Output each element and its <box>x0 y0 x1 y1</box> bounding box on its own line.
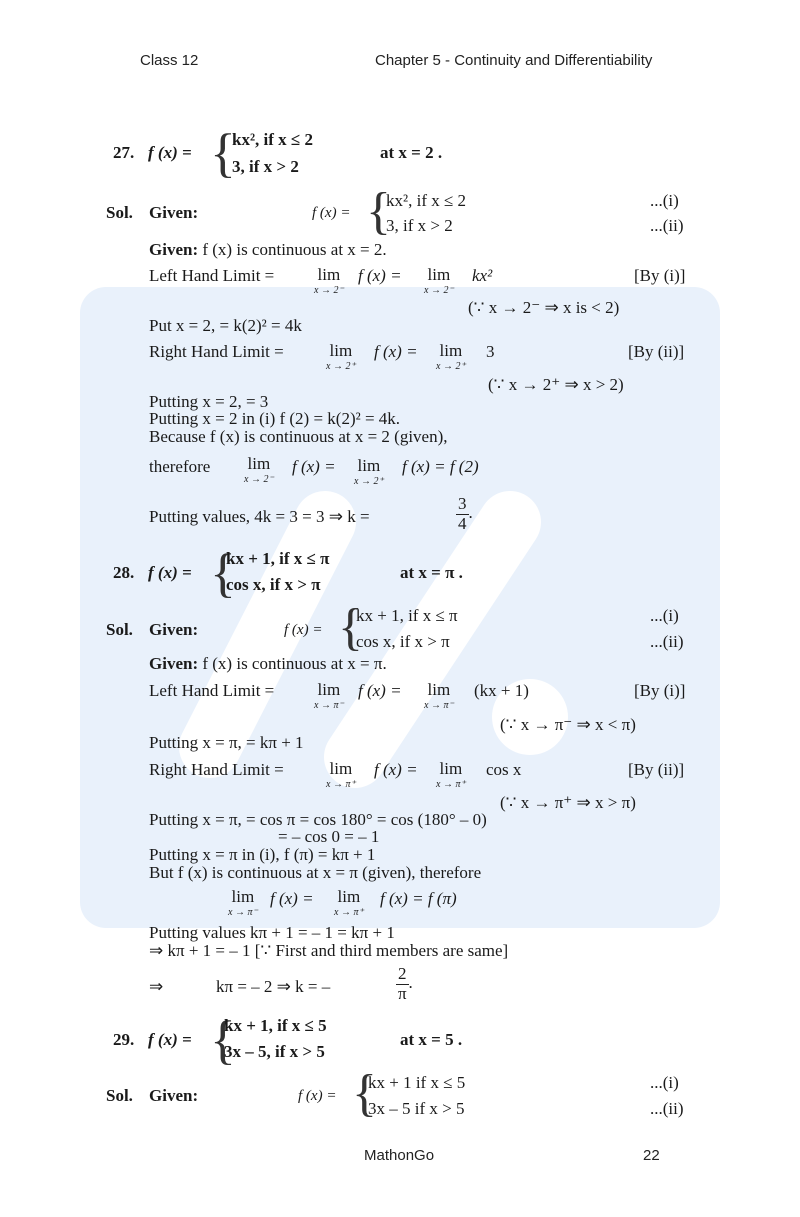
q29-at: at x = 5 . <box>400 1030 463 1049</box>
q27-lhl-note: (∵ x → 2⁻ ⇒ x is < 2) <box>468 298 620 317</box>
q28-put2a: Putting x = π, = cos π = cos 180° = cos (180° – 0) <box>149 810 487 829</box>
q28-rhl-rhs: cos x <box>486 760 522 779</box>
q28-rhl-mid: f (x) = <box>374 760 418 779</box>
q28-but: But f (x) is continuous at x = π (given), therefore <box>149 863 482 882</box>
q29-lhs: f (x) = <box>148 1030 192 1049</box>
q28-at: at x = π . <box>400 563 463 582</box>
q28-lhl-tag: [By (i)] <box>634 681 686 700</box>
q27-rhl-label: Right Hand Limit = <box>149 342 284 361</box>
q27-final-den: 4 <box>458 513 467 533</box>
q27-given-bold: Given: <box>149 240 199 259</box>
q27-lhl-mid: f (x) = <box>358 266 402 285</box>
q27-tag-ii: ...(ii) <box>650 216 684 235</box>
q28-lhl-lim2-sub: x → π⁻ <box>424 700 454 711</box>
q28-rhl-tag: [By (ii)] <box>628 760 685 779</box>
footer-page-number: 22 <box>643 1147 660 1164</box>
q29-brace-icon: { <box>210 1010 236 1070</box>
header-chapter-title: Chapter 5 - Continuity and Differentiability <box>375 52 653 69</box>
q29-sol-case1: kx + 1 if x ≤ 5 <box>368 1073 466 1092</box>
q28-case2: cos x, if x > π <box>226 575 321 594</box>
q27-final-pre: Putting values, 4k = 3 = 3 ⇒ k = <box>149 507 370 526</box>
q27-therefore: therefore <box>149 457 211 476</box>
q28-put1: Putting x = π, = kπ + 1 <box>149 733 304 752</box>
q27-th-lim2-sub: x → 2⁺ <box>354 476 384 487</box>
footer-brand: MathonGo <box>364 1147 435 1164</box>
q28-rhl-lim2-sub: x → π⁺ <box>436 779 466 790</box>
q28-lhl-lim1-sub: x → π⁻ <box>314 700 344 711</box>
q27-tag-i: ...(i) <box>650 191 679 210</box>
q27-at: at x = 2 . <box>380 143 443 162</box>
q28-sol-brace-icon: { <box>338 599 363 656</box>
q28-given-bold: Given: <box>149 654 199 673</box>
q29-sol-brace-icon: { <box>352 1065 377 1122</box>
q29-sol-label: Sol. <box>106 1086 133 1105</box>
q27-lhs: f (x) = <box>148 143 192 162</box>
q28-lhs: f (x) = <box>148 563 192 582</box>
q27-th-lim1-sub: x → 2⁻ <box>244 474 274 485</box>
q27-because: Because f (x) is continuous at x = 2 (given), <box>149 427 448 446</box>
q28-brace-icon: { <box>210 543 236 603</box>
q27-lhl-lim1-sub: x → 2⁻ <box>314 285 344 296</box>
q27-put1: Put x = 2, = k(2)² = 4k <box>149 316 302 335</box>
q28-given-label: Given: <box>149 620 199 639</box>
q28-given-text: f (x) is continuous at x = π. <box>198 654 387 673</box>
q28-lhl-mid: f (x) = <box>358 681 402 700</box>
q28-implication-arrow: ⇒ <box>149 977 164 996</box>
q27-brace-icon: { <box>210 123 236 183</box>
q28-number: 28. <box>113 563 135 582</box>
q29-tag-i: ...(i) <box>650 1073 679 1092</box>
q27-case1: kx², if x ≤ 2 <box>232 130 314 149</box>
q28-tag-i: ...(i) <box>650 606 679 625</box>
q28-implication-2: kπ = – 2 ⇒ k = – <box>216 977 331 996</box>
q28-rhl-label: Right Hand Limit = <box>149 760 284 779</box>
q29-sol-case2: 3x – 5 if x > 5 <box>368 1099 465 1118</box>
q28-sol-label: Sol. <box>106 620 133 639</box>
q28-rhl-note: (∵ x → π⁺ ⇒ x > π) <box>500 793 636 812</box>
q27-sol-brace-icon: { <box>366 183 391 240</box>
q28-put3: Putting x = π in (i), f (π) = kπ + 1 <box>149 845 376 864</box>
header-class-label: Class 12 <box>140 52 199 69</box>
q27-lhl-label: Left Hand Limit = <box>149 266 275 285</box>
q28-th-mid: f (x) = <box>270 889 314 908</box>
q28-put2b: = – cos 0 = – 1 <box>278 827 380 846</box>
q27-sol-case1: kx², if x ≤ 2 <box>386 191 467 210</box>
q27-rhl-mid: f (x) = <box>374 342 418 361</box>
q29-case1: kx + 1, if x ≤ 5 <box>224 1016 327 1035</box>
q29-tag-ii: ...(ii) <box>650 1099 684 1118</box>
q29-number: 29. <box>113 1030 135 1049</box>
q29-case2: 3x – 5, if x > 5 <box>224 1042 325 1061</box>
q27-lhl-tag: [By (i)] <box>634 266 686 285</box>
q27-put2: Putting x = 2, = 3 <box>149 392 269 411</box>
q28-th-lim1-sub: x → π⁻ <box>228 907 258 918</box>
q28-sol-case2: cos x, if x > π <box>356 632 450 651</box>
q28-implication-1: ⇒ kπ + 1 = – 1 [∵ First and third members are same] <box>149 941 509 960</box>
q28-sol-case1: kx + 1, if x ≤ π <box>356 606 458 625</box>
q28-th-rhs: f (x) = f (π) <box>380 889 457 908</box>
q27-number: 27. <box>113 143 135 162</box>
q28-lhl-note: (∵ x → π⁻ ⇒ x < π) <box>500 715 636 734</box>
q28-final-num: 2 <box>398 964 407 983</box>
q28-sol-lhs: f (x) = <box>284 622 323 638</box>
q27-lhl-lim2-sub: x → 2⁻ <box>424 285 454 296</box>
q28-lhl-rhs: (kx + 1) <box>474 681 529 700</box>
q27-put3: Putting x = 2 in (i) f (2) = k(2)² = 4k. <box>149 409 401 428</box>
q28-final-den: π <box>397 983 407 1003</box>
q27-rhl-note: (∵ x → 2⁺ ⇒ x > 2) <box>488 375 624 394</box>
q29-sol-lhs: f (x) = <box>298 1088 337 1104</box>
q27-sol-label: Sol. <box>106 203 133 222</box>
q27-rhl-lim1-sub: x → 2⁺ <box>326 361 356 372</box>
q27-rhl-rhs: 3 <box>486 342 495 361</box>
q28-rhl-lim1-sub: x → π⁺ <box>326 779 356 790</box>
q29-given-label: Given: <box>149 1086 199 1105</box>
q27-final-num: 3 <box>458 494 467 513</box>
q27-given-text: f (x) is continuous at x = 2. <box>198 240 387 259</box>
q27-rhl-lim2-sub: x → 2⁺ <box>436 361 466 372</box>
q27-lhl-rhs: kx² <box>472 266 493 285</box>
q27-sol-case2: 3, if x > 2 <box>386 216 453 235</box>
q28-tag-ii: ...(ii) <box>650 632 684 651</box>
q28-th-lim2-sub: x → π⁺ <box>334 907 364 918</box>
q27-sol-lhs: f (x) = <box>312 205 351 221</box>
q27-rhl-tag: [By (ii)] <box>628 342 685 361</box>
q27-th-rhs: f (x) = f (2) <box>402 457 479 476</box>
q28-lhl-label: Left Hand Limit = <box>149 681 275 700</box>
q28-case1: kx + 1, if x ≤ π <box>226 549 330 568</box>
q27-given-label: Given: <box>149 203 199 222</box>
q27-case2: 3, if x > 2 <box>232 157 299 176</box>
q28-putting-values: Putting values kπ + 1 = – 1 = kπ + 1 <box>149 923 395 942</box>
q27-th-mid: f (x) = <box>292 457 336 476</box>
